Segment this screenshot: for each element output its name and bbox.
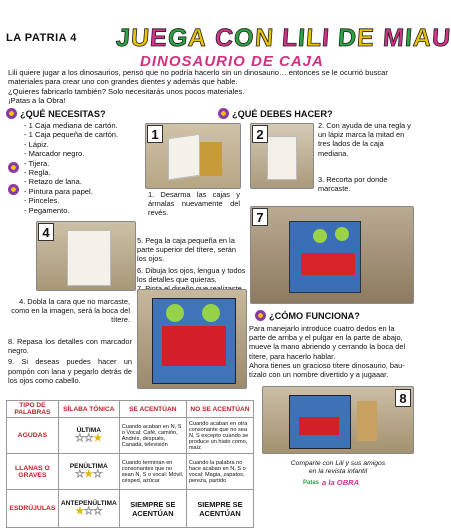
list-item: - Retazo de lana. <box>24 177 82 187</box>
table-header-row <box>7 401 254 418</box>
column-header: SE ACENTÚAN <box>119 401 186 418</box>
step-1-text: 1. Desarma las cajas y ármalas nuevamente del revés. <box>148 190 240 218</box>
dino-mouth <box>301 253 355 275</box>
list-item: - 1 Caja mediana de cartón. <box>24 121 118 130</box>
no-accent-rule: SIEMPRE SE ACENTÚAN <box>186 490 253 528</box>
banner-letter: I <box>321 24 331 52</box>
flower-icon <box>255 310 266 321</box>
dino-eye <box>166 304 184 322</box>
accent-rule: Cuando acaban en N, S o Vocal: Café, camión, Andrés, después, Canadá, televisión <box>119 418 186 454</box>
logo-text: a la OBRA <box>322 478 360 487</box>
star-icon: ★ <box>93 433 103 444</box>
step-number: 2 <box>252 125 268 143</box>
how-heading: ¿CÓMO FUNCIONA? <box>269 310 360 321</box>
list-item: - Lápiz. <box>24 139 49 149</box>
banner-letter: N <box>253 24 274 52</box>
step-5-text: 5. Pega la caja pequeña en la parte superior del títere, serán los ojos. <box>137 236 237 264</box>
table-row <box>7 490 254 528</box>
banner-letter: I <box>403 24 413 52</box>
steps-8-9 <box>8 337 132 385</box>
banner-letter: O <box>233 24 255 52</box>
banner-letter: U <box>129 24 150 52</box>
list-item: - Pintura para papel. <box>24 186 93 196</box>
how-section <box>255 310 360 321</box>
logo-text: Patas <box>303 479 320 486</box>
syllable-label: ANTEPENÚLTIMA <box>60 500 117 507</box>
flower-icon <box>8 162 19 173</box>
publication-label: LA PATRIA 4 <box>6 32 77 44</box>
dino-eye <box>202 304 220 322</box>
star-icon: ★ <box>75 506 85 517</box>
step-number: 8 <box>395 389 411 407</box>
list-item: - Tijera. <box>24 158 50 168</box>
banner-letter: D <box>337 24 358 52</box>
materials-heading: ¿QUÉ NECESITAS? <box>20 108 106 119</box>
accent-rule: SIEMPRE SE ACENTÚAN <box>119 490 186 528</box>
step-6-text: 6. Dibuja los ojos, lengua y todos los detalles que quieras. <box>137 265 246 284</box>
flower-icon <box>8 184 19 195</box>
box-shape <box>168 134 200 180</box>
intro-line: ¿Quieres fabricarlo también? Solo necesitarás unos pocos materiales. <box>8 86 245 96</box>
list-item: - 1 Caja pequeña de cartón. <box>24 130 119 140</box>
step-7-photo <box>250 206 414 304</box>
how-text <box>249 324 415 379</box>
step-1-photo <box>145 123 241 189</box>
page-banner <box>116 18 450 52</box>
accent-table <box>6 400 254 528</box>
step-number: 7 <box>252 208 268 226</box>
accent-rule: Cuando terminan en consonantes que no sean N, S o vocal: Móvil, césped, azúcar <box>119 454 186 490</box>
intro-text <box>8 68 408 106</box>
star-rating <box>61 507 117 517</box>
syllable-cell <box>58 418 119 454</box>
syllable-label: PENÚLTIMA <box>69 463 108 470</box>
row-type: AGUDAS <box>7 418 59 454</box>
list-item: - Marcador negro. <box>24 149 85 159</box>
banner-letter: M <box>381 24 405 52</box>
banner-letter: A <box>187 24 208 52</box>
step-3-text: 3. Recorta por donde marcaste. <box>318 175 388 194</box>
box-shape <box>357 401 377 441</box>
step-4-text: 4. Dobla la cara que no marcaste, como en la imagen, será la boca del títere. <box>11 297 130 325</box>
dino-eye <box>313 229 327 243</box>
box-shape <box>67 230 111 286</box>
step-9-text: 9. Si deseas puedes hacer un pompón con lana y pegarlo detrás de los ojos como cabello. <box>8 357 132 385</box>
syllable-label: ÚLTIMA <box>76 427 101 434</box>
no-accent-rule: Cuando la palabra no hace acaban en N, S o vocal: Magia, zapatos, pereza, partido <box>186 454 253 490</box>
step-number: 4 <box>38 223 54 241</box>
intro-line: ¡Patas a la Obra! <box>8 96 66 106</box>
step-number: 1 <box>147 125 163 143</box>
list-item: - Regla. <box>24 168 51 178</box>
how-line: títere, para hacerlo hablar. <box>249 351 336 361</box>
row-type: LLANAS O GRAVES <box>7 454 59 490</box>
syllable-cell <box>58 490 119 528</box>
banner-letter: L <box>280 24 298 52</box>
how-line: Ahora tienes un gracioso títere dinosaurio, bau- <box>249 360 405 370</box>
how-line: mueve la mano abriendo y cerrando la boca del <box>249 342 406 352</box>
list-item: - Pegamento. <box>24 205 70 215</box>
banner-letter: U <box>430 24 451 52</box>
how-line: tízalo con un nombre divertido y a jugaaar. <box>249 370 389 380</box>
table-row <box>7 454 254 490</box>
banner-letter: E <box>148 24 168 52</box>
banner-letter: J <box>115 24 131 52</box>
how-line: Para manejarlo introduce cuatro dedos en la <box>249 324 395 333</box>
dino-photo <box>137 289 247 389</box>
star-outline-icon: ★ <box>75 469 85 480</box>
banner-letter: G <box>166 24 189 52</box>
banner-letter: L <box>304 24 323 52</box>
dino-mouth <box>299 417 339 435</box>
howto-section <box>218 108 333 119</box>
step-8-text: 8. Repasa los detalles con marcador negro. <box>8 337 132 356</box>
box-shape <box>200 142 222 176</box>
materials-list <box>24 121 124 215</box>
star-outline-icon: ★ <box>93 506 103 517</box>
caption-line: Comparte con Lili y sus amigos <box>290 460 386 467</box>
how-line: parte de arriba y el pulgar en la parte de abajo, <box>249 333 403 343</box>
banner-letter: I <box>296 24 306 52</box>
dino-mouth <box>162 326 226 366</box>
column-header: NO SE ACENTÚAN <box>186 401 253 418</box>
step-2-text: 2. Con ayuda de una regla y un lápiz marca la mitad en tres lados de la caja mediana. <box>318 121 411 158</box>
star-rating <box>61 470 117 480</box>
steps-5-7 <box>137 236 247 293</box>
no-accent-rule: Cuando acaban en otra consonante que no sea N, S excepto cuando se produce un hiato como, maíz <box>186 418 253 454</box>
intro-line: materiales para crear uno con grandes dientes y además que hable. <box>8 77 238 87</box>
dino-eye <box>335 227 349 241</box>
step-8-photo <box>262 386 414 454</box>
banner-letter: A <box>411 24 432 52</box>
table-row <box>7 418 254 454</box>
flower-icon <box>6 108 17 119</box>
syllable-table <box>6 400 254 528</box>
row-type: ESDRÚJULAS <box>7 490 59 528</box>
star-outline-icon: ★ <box>93 469 103 480</box>
flower-icon <box>218 108 229 119</box>
star-outline-icon: ★ <box>75 433 85 444</box>
star-rating <box>61 434 117 444</box>
howto-heading: ¿QUÉ DEBES HACER? <box>232 108 333 119</box>
step-4-photo <box>36 221 136 291</box>
page-subtitle: DINOSAURIO DE CAJA <box>140 53 324 70</box>
banner-letter: C <box>214 24 235 52</box>
list-item: - Pinceles. <box>24 196 60 206</box>
intro-line: Lili quiere jugar a los dinosaurios, pensó que no podría hacerlo sin un dinosaurio… entonces se le ocurrió buscar <box>8 68 388 77</box>
star-outline-icon: ★ <box>84 506 94 517</box>
step-2-photo <box>250 123 314 189</box>
banner-letter: E <box>356 24 375 52</box>
photo-caption <box>268 460 408 477</box>
star-outline-icon: ★ <box>84 433 94 444</box>
star-icon: ★ <box>84 469 94 480</box>
column-header: TIPO DE PALABRAS <box>7 401 59 418</box>
column-header: SÍLABA TÓNICA <box>58 401 119 418</box>
caption-line: en la revista infantil <box>308 468 368 476</box>
box-shape <box>267 136 297 180</box>
syllable-cell <box>58 454 119 490</box>
patas-logo <box>303 478 359 487</box>
materials-section <box>6 108 124 215</box>
